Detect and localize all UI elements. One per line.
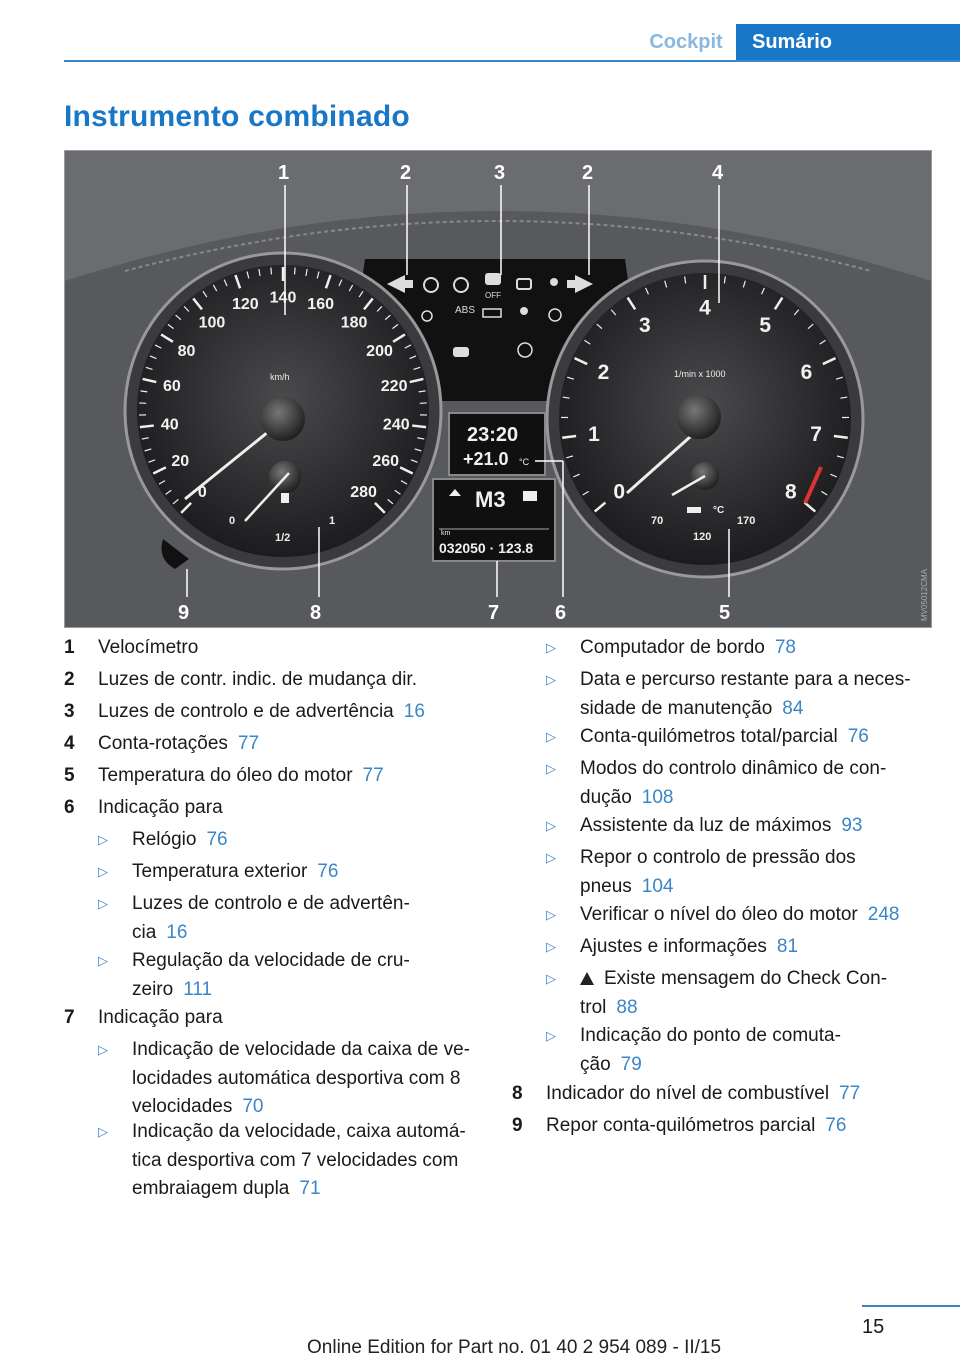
- legend-number: 2: [64, 669, 75, 690]
- sub-item-r-7: [546, 901, 936, 930]
- footer-edition: Online Edition for Part no. 01 40 2 954 089 - II/15: [307, 1337, 722, 1358]
- tachometer-label: 7: [810, 422, 822, 446]
- page-reference-link[interactable]: 76: [206, 829, 228, 850]
- bullet-icon: ▷: [98, 1124, 108, 1139]
- sub-text: Relógio: [132, 829, 197, 850]
- legend-number: 9: [512, 1115, 523, 1136]
- header-rule: [64, 60, 960, 62]
- page-reference-link[interactable]: 111: [183, 978, 213, 1000]
- callout-4: 4: [712, 162, 724, 184]
- page-reference-link[interactable]: 84: [782, 697, 804, 719]
- legend-number: 8: [512, 1083, 523, 1104]
- oil-temp-label-70: 70: [651, 515, 664, 527]
- page-title: Instrumento combinado: [64, 100, 410, 133]
- bullet-icon: ▷: [98, 1042, 108, 1057]
- callout-6: 6: [555, 602, 567, 624]
- legend-item-2: [64, 666, 484, 695]
- legend-number: 1: [64, 637, 75, 658]
- sub-text: Computador de bordo: [580, 637, 765, 658]
- legend-item-9: [512, 1112, 932, 1141]
- callout-3: 3: [494, 162, 506, 184]
- callout-2a: 2: [400, 162, 412, 184]
- airbag-icon: [550, 278, 558, 286]
- bullet-icon: ▷: [546, 729, 556, 744]
- legend-text: Conta-rotações: [98, 733, 228, 754]
- left-turn-arrow-tail: [403, 280, 413, 288]
- oil-temp-unit: °C: [713, 505, 725, 516]
- sub-text: Conta-quilómetros total/parcial: [580, 726, 838, 747]
- legend-text: Luzes de controlo e de advertência: [98, 701, 394, 722]
- sub-item-r-10: [546, 1022, 936, 1079]
- fuel-label-half: 1/2: [275, 532, 291, 544]
- page-reference-link[interactable]: 88: [616, 996, 638, 1018]
- abs-symbol-icon: ABS: [455, 305, 476, 316]
- bullet-icon: ▷: [546, 640, 556, 655]
- sub-item-r-2: [546, 666, 936, 723]
- page-reference-link[interactable]: 76: [317, 861, 339, 882]
- speedometer-label: 0: [197, 484, 207, 502]
- speedometer-label: 280: [350, 484, 377, 502]
- sub-item-r-6: [546, 844, 936, 901]
- oil-temp-label-120: 120: [693, 531, 712, 543]
- page-reference-link[interactable]: 108: [641, 786, 674, 808]
- legend-text: Repor conta-quilómetros parcial: [546, 1115, 816, 1136]
- speedometer-label: 120: [231, 295, 259, 313]
- legend-text: Velocímetro: [98, 637, 199, 658]
- sub-text: Indicação de velocidade da caixa de ve-: [132, 1039, 471, 1060]
- sub-text-cont: zeiro: [132, 978, 174, 1000]
- speedometer-label: 80: [177, 342, 196, 360]
- check-control-warning-icon: [580, 972, 594, 985]
- page-reference-link[interactable]: 77: [362, 765, 384, 786]
- legend-item-8: [512, 1080, 932, 1109]
- speedometer-tick: [412, 426, 426, 428]
- legend-text: Temperatura do óleo do motor: [98, 765, 353, 786]
- bullet-icon: ▷: [546, 672, 556, 687]
- header-bar: [64, 24, 960, 62]
- dsc-off-symbol-icon: OFF: [485, 291, 501, 300]
- tachometer-label: 2: [597, 361, 610, 385]
- speedometer-label: 220: [380, 378, 408, 396]
- speedometer-label: 240: [382, 416, 410, 434]
- page-reference-link[interactable]: 76: [847, 726, 869, 747]
- legend-text: Indicação para: [98, 797, 223, 818]
- sub-text: Temperatura exterior: [132, 861, 308, 882]
- callout-5: 5: [719, 602, 731, 624]
- sub-item-r-3: [546, 723, 936, 752]
- oil-can-icon: [687, 507, 701, 513]
- sub-text-cont: locidades automática desportiva com 8: [132, 1067, 461, 1089]
- legend-number: 4: [64, 733, 75, 754]
- legend-number: 3: [64, 701, 75, 722]
- sub-text-cont: trol: [580, 996, 607, 1018]
- sub-text: Assistente da luz de máximos: [580, 815, 832, 836]
- tachometer-unit: 1/min x 1000: [674, 369, 726, 379]
- sub-text-cont: sidade de manutenção: [580, 697, 773, 719]
- page-reference-link[interactable]: 79: [620, 1053, 642, 1075]
- callout-1: 1: [278, 162, 290, 184]
- speedometer-label: 20: [171, 453, 190, 471]
- sub-text-cont: velocidades: [132, 1096, 233, 1117]
- tachometer-label: 5: [759, 313, 772, 337]
- bullet-icon: ▷: [546, 850, 556, 865]
- speedometer-label: 40: [160, 416, 179, 434]
- speedometer-tick: [140, 426, 154, 428]
- speedometer-tick: [271, 268, 272, 275]
- sub-text: Verificar o nível do óleo do motor: [580, 904, 858, 925]
- sub-text-cont: cia: [132, 921, 157, 943]
- display-temp-unit: °C: [519, 457, 530, 467]
- bullet-icon: ▷: [546, 971, 556, 986]
- sub-text-cont: dução: [580, 786, 632, 808]
- page-reference-link[interactable]: 104: [641, 875, 674, 897]
- callout-9: 9: [178, 602, 190, 624]
- sub-text: Luzes de controlo e de advertên-: [132, 893, 410, 914]
- sub-text: Existe mensagem do Check Con-: [604, 968, 888, 989]
- speedometer-hub: [261, 397, 305, 441]
- speedometer-tick: [295, 268, 296, 275]
- footer-rule: [862, 1305, 960, 1307]
- sub-item-7-1: [98, 1036, 488, 1122]
- sub-item-6-4: [98, 947, 488, 1004]
- sub-text-cont: ção: [580, 1053, 611, 1075]
- speedometer-label: 200: [366, 342, 393, 360]
- legend-text: Indicador do nível de combustível: [546, 1083, 830, 1104]
- legend-number: 6: [64, 797, 75, 818]
- display-gear: M3: [475, 487, 506, 512]
- tab-sumario[interactable]: Sumário: [736, 24, 960, 60]
- tachometer-hub: [677, 395, 721, 439]
- callout-7: 7: [488, 602, 500, 624]
- tachometer-label: 1: [588, 422, 600, 446]
- sub-item-r-8: [546, 933, 936, 962]
- legend-text: Indicação para: [98, 1007, 223, 1028]
- sub-text: Data e percurso restante para a neces-: [580, 669, 911, 690]
- callout-2b: 2: [582, 162, 594, 184]
- legend-number: 5: [64, 765, 75, 786]
- display-clock: 23:20: [467, 424, 519, 446]
- fuel-pump-icon: [281, 493, 289, 503]
- fuel-label-0: 0: [229, 515, 236, 527]
- speedometer-label: 180: [340, 314, 368, 332]
- sub-text: Indicação do ponto de comuta-: [580, 1025, 841, 1046]
- page-reference-link[interactable]: 78: [774, 637, 796, 658]
- sub-text: Modos do controlo dinâmico de con-: [580, 758, 887, 779]
- page-reference-link[interactable]: 70: [242, 1096, 264, 1117]
- sub-text-cont: pneus: [580, 875, 632, 897]
- sub-text: Regulação da velocidade de cru-: [132, 950, 410, 971]
- oil-temp-label-170: 170: [737, 515, 756, 527]
- page-reference-link[interactable]: 81: [776, 936, 799, 957]
- speedometer-label: 260: [372, 453, 400, 471]
- bullet-icon: ▷: [98, 832, 108, 847]
- bullet-icon: ▷: [98, 864, 108, 879]
- speedometer-label: 140: [269, 289, 297, 307]
- page-reference-link[interactable]: 93: [841, 815, 863, 836]
- page-reference-link[interactable]: 16: [166, 921, 188, 943]
- speedometer-label: 60: [162, 378, 181, 396]
- tachometer-label: 0: [613, 480, 626, 504]
- sub-item-r-4: [546, 755, 936, 812]
- speedometer-unit: km/h: [270, 372, 290, 382]
- cluster-illustration: [65, 151, 931, 627]
- page-reference-link[interactable]: 248: [867, 904, 900, 925]
- tachometer-label: 4: [699, 296, 711, 320]
- drive-mode-icon: [523, 491, 537, 501]
- bullet-icon: ▷: [546, 939, 556, 954]
- speedometer-label: 160: [307, 295, 335, 313]
- bullet-icon: ▷: [546, 1028, 556, 1043]
- page-reference-link[interactable]: 76: [825, 1115, 847, 1136]
- sub-text-cont: tica desportiva com 7 velocidades com: [132, 1149, 459, 1171]
- display-outside-temp: +21.0: [463, 449, 509, 469]
- tab-cockpit[interactable]: Cockpit: [649, 31, 723, 53]
- display-km-label: km: [441, 530, 451, 537]
- page-reference-link[interactable]: 16: [403, 701, 425, 722]
- legend-item-3: [64, 698, 484, 727]
- sub-text: Indicação da velocidade, caixa automá-: [132, 1121, 466, 1142]
- sub-text-cont: embraiagem dupla: [132, 1178, 290, 1199]
- speedometer-label: 100: [198, 314, 226, 332]
- legend-item-4: [64, 730, 484, 759]
- callout-8: 8: [310, 602, 322, 624]
- sub-item-r-1: [546, 634, 936, 663]
- bullet-icon: ▷: [98, 896, 108, 911]
- bullet-icon: ▷: [98, 953, 108, 968]
- page-reference-link[interactable]: 71: [299, 1178, 321, 1199]
- sub-item-6-2: [98, 858, 488, 887]
- page-number: 15: [862, 1316, 885, 1338]
- dsc-car-icon: [485, 273, 501, 285]
- fuel-label-1: 1: [329, 515, 336, 527]
- sub-item-7-2: [98, 1118, 488, 1204]
- bullet-icon: ▷: [546, 818, 556, 833]
- right-turn-arrow-tail: [567, 280, 577, 288]
- legend-text: Luzes de contr. indic. de mudança dir.: [98, 669, 417, 690]
- legend-item-6: [64, 794, 484, 823]
- slippery-road-icon: [453, 347, 469, 357]
- display-odometer: 032050 · 123.8: [439, 540, 534, 556]
- legend-item-7: [64, 1004, 484, 1033]
- tachometer-label: 8: [784, 480, 797, 504]
- seatbelt-icon: [520, 307, 528, 315]
- tachometer-label: 3: [638, 313, 651, 337]
- instrument-cluster-figure: [64, 150, 932, 628]
- sub-item-6-3: [98, 890, 488, 947]
- bullet-icon: ▷: [546, 907, 556, 922]
- sub-item-6-1: [98, 826, 488, 855]
- sub-text: Repor o controlo de pressão dos: [580, 847, 856, 868]
- sub-item-r-9: [546, 965, 936, 1022]
- legend-item-5: [64, 762, 484, 791]
- sub-text: Ajustes e informações: [580, 936, 767, 957]
- legend-number: 7: [64, 1007, 75, 1028]
- bullet-icon: ▷: [546, 761, 556, 776]
- page-reference-link[interactable]: 77: [839, 1083, 861, 1104]
- tachometer-label: 6: [800, 361, 813, 385]
- image-code: MV05012CMA: [920, 568, 929, 621]
- legend-item-1: [64, 634, 484, 663]
- page-reference-link[interactable]: 77: [237, 733, 260, 754]
- sub-item-r-5: [546, 812, 936, 841]
